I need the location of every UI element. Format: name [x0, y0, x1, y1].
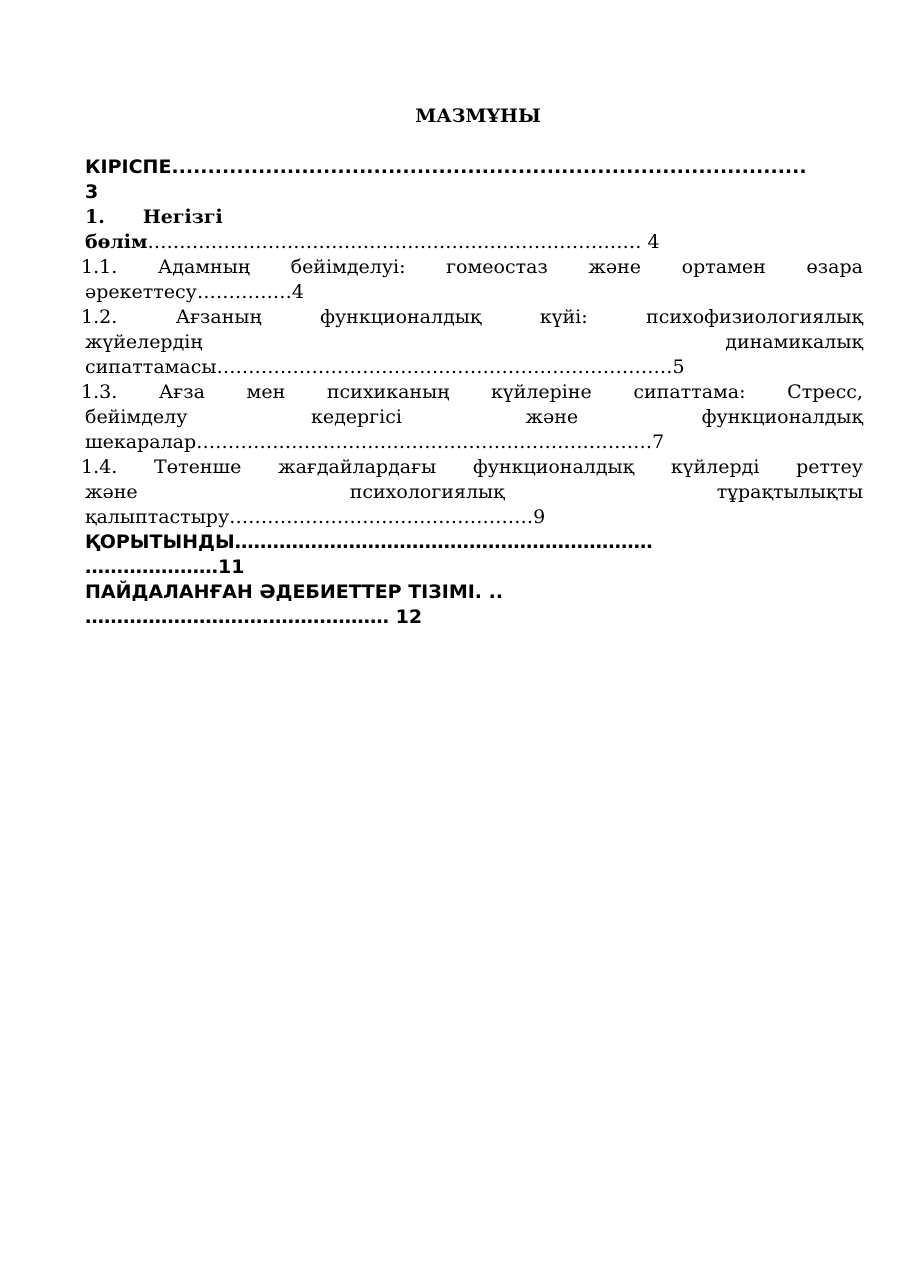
- word: динамикалық: [725, 331, 863, 353]
- word: реттеу: [796, 456, 863, 478]
- word: жағдайлардағы: [278, 456, 437, 478]
- word: 1.2.: [81, 306, 118, 328]
- toc-intro-page: 3: [85, 181, 99, 203]
- word: жүйелердің: [85, 331, 203, 353]
- toc-item-1-2-line2: [85, 330, 863, 355]
- word: бейімделу: [85, 406, 188, 428]
- word: 1.1.: [81, 256, 118, 278]
- toc-title: МАЗМҰНЫ: [415, 105, 541, 127]
- word: функционалдық: [320, 306, 482, 328]
- toc-item-1-1-line2: әрекеттесу……………4: [85, 281, 304, 303]
- toc-item-1-3-line3: шекаралар………………………………………………………………7: [85, 431, 665, 453]
- word: мен: [246, 381, 286, 403]
- word: функционалдық: [472, 456, 635, 478]
- section-word: Негізгі: [142, 206, 223, 228]
- word: психологиялық: [349, 481, 505, 503]
- word: күйлеріне: [491, 381, 592, 403]
- word: тұрақтылықты: [716, 481, 863, 503]
- word: күйлерді: [670, 456, 760, 478]
- word: Стресс,: [787, 381, 863, 403]
- toc-intro-line: КІРІСПЕ........................................................................................: [85, 156, 807, 178]
- toc-item-1-4-line3: қалыптастыру…………………………………………9: [85, 506, 546, 528]
- word: Төтенше: [153, 456, 242, 478]
- word: 1.3.: [81, 381, 118, 403]
- section-dots-page: …………………………………………………………………… 4: [147, 231, 660, 253]
- toc-references-page: ………………………………………… 12: [85, 606, 423, 628]
- word: 1.4.: [81, 456, 118, 478]
- toc-item-1-2-line1: [81, 305, 863, 330]
- toc-references-line: ПАЙДАЛАНҒАН ӘДЕБИЕТТЕР ТІЗІМІ. ..: [85, 581, 504, 603]
- toc-item-1-2-line3: сипаттамасы………………………………………………………………5: [85, 356, 685, 378]
- word: және: [85, 481, 138, 503]
- word: гомеостаз: [446, 256, 548, 278]
- toc-item-1-4-line1: [81, 455, 863, 480]
- word: Ағзаның: [175, 306, 262, 328]
- word: Адамның: [157, 256, 251, 278]
- word: психиканың: [326, 381, 450, 403]
- toc-item-1-3-line1: [81, 380, 863, 405]
- word: және: [525, 406, 579, 428]
- word: және: [588, 256, 642, 278]
- toc-conclusion-page: …………………11: [85, 556, 245, 578]
- toc-item-1-4-line2: [85, 480, 863, 505]
- section-bold-word: бөлім: [85, 231, 148, 253]
- section-number: 1.: [85, 206, 105, 228]
- toc-item-1-3-line2: [85, 405, 863, 430]
- word: функционалдық: [701, 406, 863, 428]
- word: бейімделуі:: [290, 256, 406, 278]
- word: кедергісі: [310, 406, 402, 428]
- word: ортамен: [681, 256, 766, 278]
- word: психофизиологиялық: [646, 306, 863, 328]
- toc-section1-heading: [85, 205, 863, 230]
- word: өзара: [806, 256, 863, 278]
- toc-item-1-1-line1: [81, 255, 863, 280]
- toc-conclusion-line: ҚОРЫТЫНДЫ…………………………………………………………: [85, 531, 653, 553]
- word: сипаттама:: [633, 381, 746, 403]
- toc-section1-line: [85, 230, 863, 255]
- word: күйі:: [539, 306, 588, 328]
- word: Ағза: [158, 381, 205, 403]
